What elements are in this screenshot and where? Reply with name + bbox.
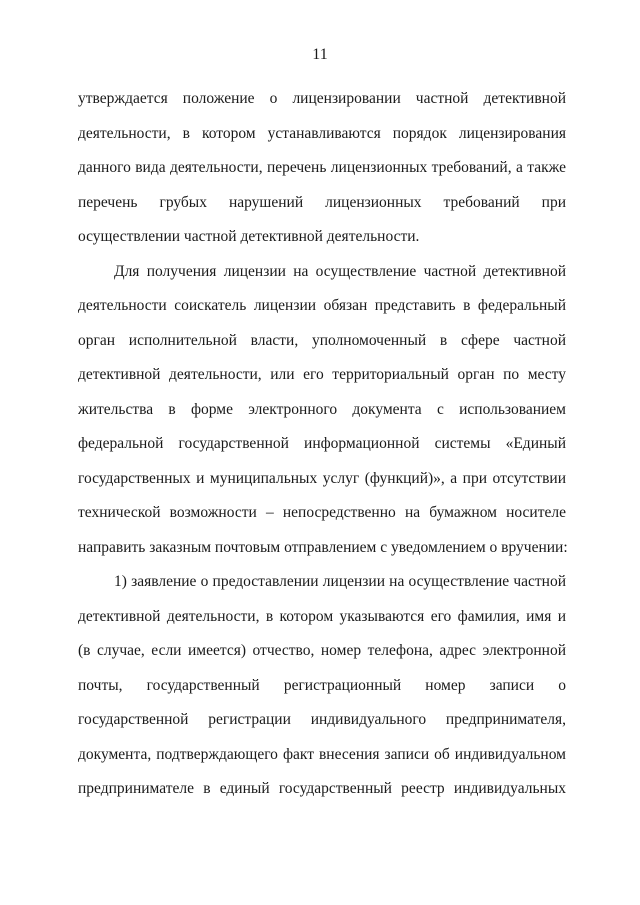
text-line: перечень грубых нарушений лицензионных требований при bbox=[78, 193, 566, 211]
text-line: технической возможности – непосредственно на бумажном носителе bbox=[78, 504, 566, 521]
paragraph-2 bbox=[78, 255, 566, 566]
text-line: документа, подтверждающего факт внесения записи об индивидуальном bbox=[78, 745, 566, 763]
text-line: (в случае, если имеется) отчество, номер телефона, адрес электронной bbox=[78, 642, 566, 659]
text-line: детективной деятельности, или его территориальный орган по месту bbox=[78, 366, 566, 383]
text-line: орган исполнительной власти, уполномоченный в сфере частной bbox=[78, 331, 566, 349]
text-line: предпринимателе в единый государственный реестр индивидуальных bbox=[78, 780, 566, 797]
text-line: утверждается положение о лицензировании частной детективной bbox=[78, 90, 566, 107]
text-line: 1) заявление о предоставлении лицензии на осуществление частной bbox=[114, 573, 566, 590]
text-line: жительства в форме электронного документа с использованием bbox=[78, 400, 566, 418]
text-line: государственных и муниципальных услуг (функций)», а при отсутствии bbox=[78, 469, 566, 487]
text-line: деятельности, в котором устанавливаются порядок лицензирования bbox=[78, 124, 566, 142]
text-line: детективной деятельности, в котором указываются его фамилия, имя и bbox=[78, 607, 566, 625]
text-line: почты, государственный регистрационный номер записи о bbox=[78, 676, 566, 694]
text-line: федеральной государственной информационной системы «Единый bbox=[78, 435, 566, 452]
paragraph-3 bbox=[78, 565, 566, 807]
paragraph-1 bbox=[78, 82, 566, 255]
text-line: направить заказным почтовым отправлением с уведомлением о вручении: bbox=[78, 538, 568, 556]
text-line: деятельности соискатель лицензии обязан представить в федеральный bbox=[78, 297, 566, 314]
page-number: 11 bbox=[312, 46, 328, 63]
document-body bbox=[78, 82, 566, 807]
text-line: государственной регистрации индивидуального предпринимателя, bbox=[78, 711, 566, 728]
text-line: осуществлении частной детективной деятельности. bbox=[78, 228, 420, 245]
text-line: данного вида деятельности, перечень лицензионных требований, а также bbox=[78, 159, 566, 176]
text-line: Для получения лицензии на осуществление частной детективной bbox=[114, 262, 566, 280]
